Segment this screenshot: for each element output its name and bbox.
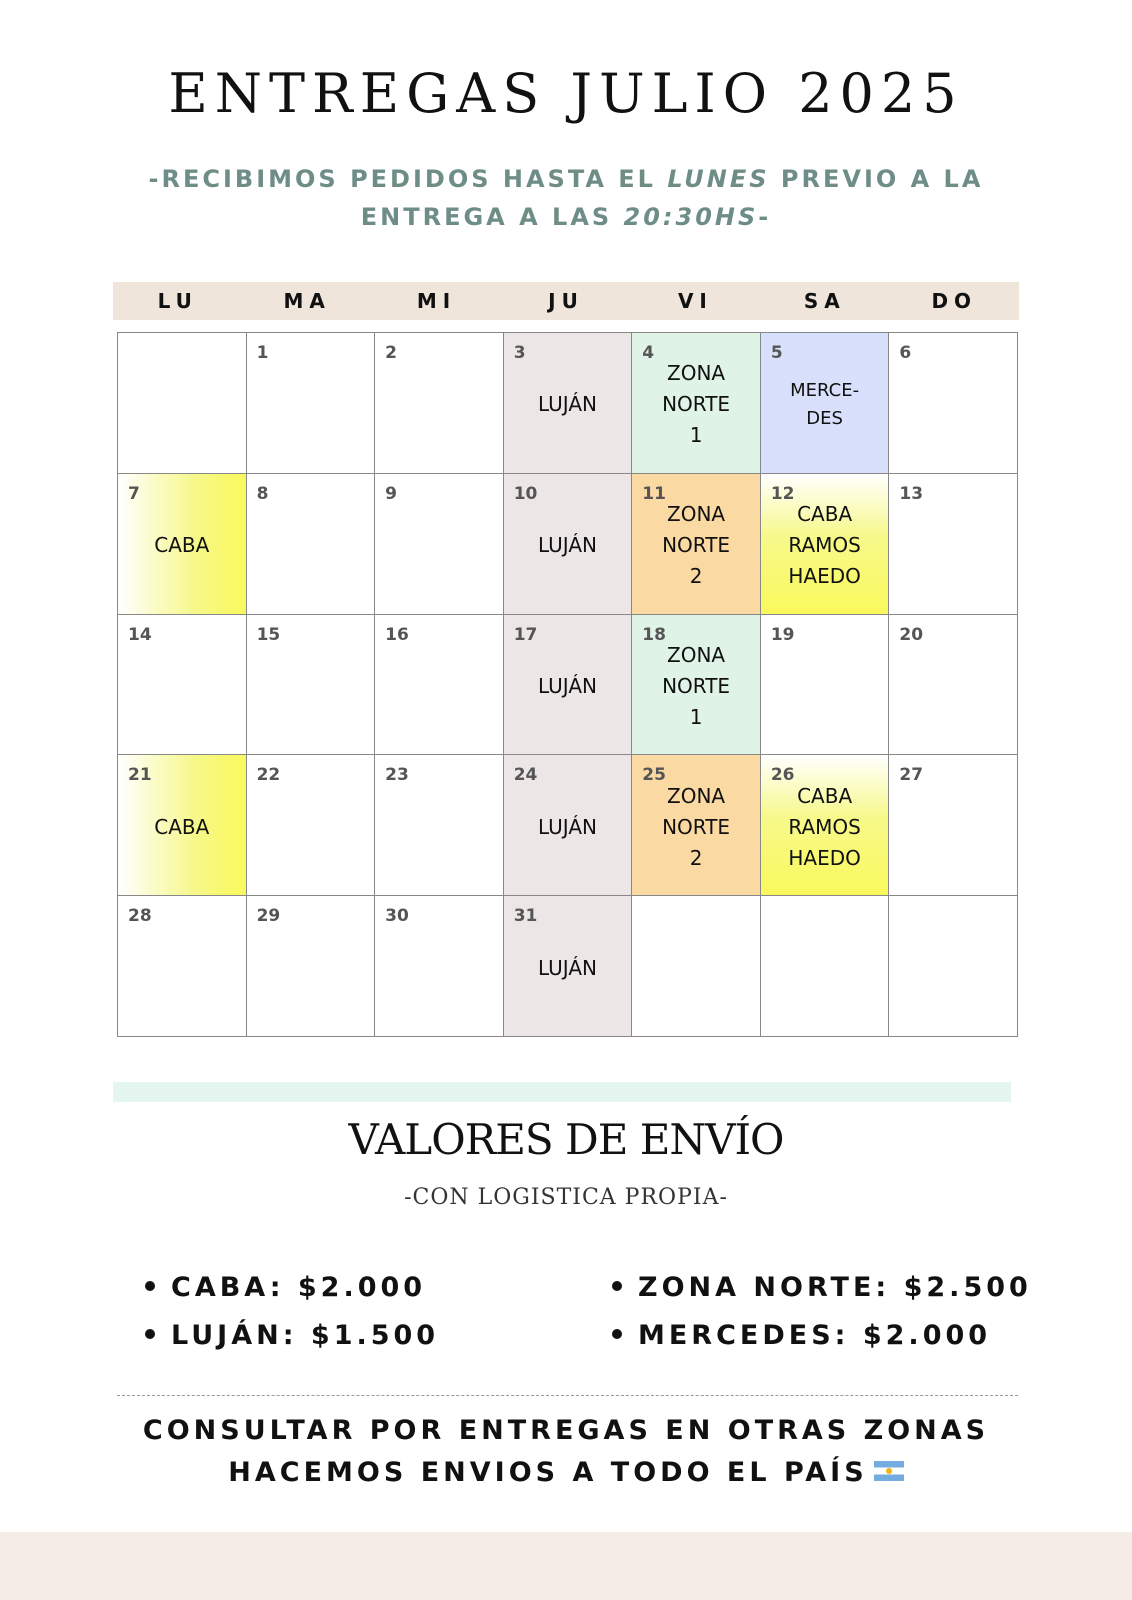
price-item xyxy=(145,1320,439,1351)
calendar-day-cell xyxy=(375,474,504,615)
calendar-day-cell xyxy=(761,474,890,615)
delivery-zone-label xyxy=(375,896,503,1036)
calendar-day-cell xyxy=(632,474,761,615)
subtitle-part2: PREVIO A LA ENTREGA A LAS xyxy=(360,165,984,231)
delivery-zone-label xyxy=(247,333,375,473)
calendar-day-cell xyxy=(889,755,1018,896)
day-number: 20 xyxy=(899,624,924,645)
calendar-day-cell xyxy=(632,755,761,896)
delivery-zone-label xyxy=(375,755,503,895)
subtitle-emphasis-time: 20:30HS xyxy=(623,203,759,231)
price-text: MERCEDES: $2.000 xyxy=(638,1320,992,1351)
day-number: 9 xyxy=(385,483,397,504)
day-number: 12 xyxy=(770,483,795,504)
day-number: 13 xyxy=(899,483,924,504)
delivery-zone-label: LUJÁN xyxy=(538,955,597,980)
delivery-zone-label: LUJÁN xyxy=(538,673,597,698)
day-number: 23 xyxy=(385,765,409,786)
day-number: 2 xyxy=(385,343,397,363)
day-number: 19 xyxy=(770,624,795,645)
price-text: ZONA NORTE: $2.500 xyxy=(638,1272,1032,1303)
delivery-zone-label xyxy=(375,474,503,614)
calendar-day-cell xyxy=(761,333,890,474)
calendar-day-cell xyxy=(632,896,761,1037)
delivery-zone-label xyxy=(118,615,246,755)
calendar-day-cell xyxy=(247,474,376,615)
price-item xyxy=(612,1272,1032,1303)
delivery-zone-label: LUJÁN xyxy=(538,533,597,558)
day-number: 25 xyxy=(642,765,666,786)
bullet-icon xyxy=(145,1329,155,1339)
day-number: 6 xyxy=(899,343,912,363)
delivery-zone-label: CABA RAMOS HAEDO xyxy=(788,783,861,870)
calendar-day-cell xyxy=(504,474,633,615)
delivery-zone-label: ZONA NORTE 2 xyxy=(662,502,731,589)
weekday-wed: MI xyxy=(416,289,457,313)
day-number: 8 xyxy=(256,483,269,504)
weekday-thu: JU xyxy=(548,289,584,313)
weekday-sun: DO xyxy=(931,289,978,313)
calendar-day-cell xyxy=(889,615,1018,756)
page-title: ENTREGAS JULIO 2025 xyxy=(168,62,964,125)
calendar-grid xyxy=(117,332,1018,1037)
day-number: 17 xyxy=(513,624,538,645)
calendar-day-cell xyxy=(247,896,376,1037)
delivery-zone-label: MERCE- DES xyxy=(790,379,860,429)
weekday-mon: LU xyxy=(157,289,198,313)
calendar-day-cell xyxy=(761,896,890,1037)
calendar-day-cell xyxy=(632,333,761,474)
calendar-day-cell xyxy=(504,896,633,1037)
delivery-zone-label xyxy=(761,615,889,755)
shipping-price-list xyxy=(0,1272,1132,1382)
order-deadline-note xyxy=(100,160,1032,236)
day-number: 18 xyxy=(642,624,666,645)
argentina-flag-icon xyxy=(874,1461,904,1481)
calendar-day-cell xyxy=(247,333,376,474)
day-number: 4 xyxy=(642,343,655,363)
day-number: 30 xyxy=(385,906,409,927)
delivery-zone-label xyxy=(375,333,503,473)
delivery-zone-label xyxy=(889,474,1017,614)
calendar-day-cell xyxy=(889,896,1018,1037)
day-number: 29 xyxy=(256,906,281,927)
day-number: 14 xyxy=(128,624,152,645)
price-text: CABA: $2.000 xyxy=(171,1272,427,1303)
bottom-band xyxy=(0,1532,1132,1600)
calendar-day-cell xyxy=(504,755,633,896)
subtitle-part3: - xyxy=(758,203,772,231)
bullet-icon xyxy=(612,1329,622,1339)
calendar-day-cell xyxy=(375,896,504,1037)
calendar-day-cell xyxy=(118,474,247,615)
day-number: 21 xyxy=(128,765,152,786)
delivery-zone-label xyxy=(247,755,375,895)
weekday-header xyxy=(113,282,1019,320)
calendar-day-cell xyxy=(375,615,504,756)
delivery-zone-label: CABA xyxy=(154,533,210,558)
delivery-zone-label xyxy=(632,896,760,1036)
calendar-day-cell xyxy=(375,755,504,896)
calendar-day-cell xyxy=(504,333,633,474)
day-number: 27 xyxy=(899,765,924,786)
subtitle-part1: -RECIBIMOS PEDIDOS HASTA EL xyxy=(148,165,668,193)
footer-line1: CONSULTAR POR ENTREGAS EN OTRAS ZONAS xyxy=(142,1415,990,1446)
delivery-zone-label xyxy=(247,615,375,755)
delivery-zone-label xyxy=(118,333,246,473)
dashed-divider xyxy=(117,1395,1018,1396)
calendar-day-cell xyxy=(632,615,761,756)
day-number: 3 xyxy=(513,343,526,363)
bullet-icon xyxy=(145,1281,155,1291)
delivery-zone-label xyxy=(761,896,889,1036)
delivery-zone-label: ZONA NORTE 1 xyxy=(662,361,731,448)
bullet-icon xyxy=(612,1281,622,1291)
day-number: 28 xyxy=(128,906,152,927)
delivery-zone-label: ZONA NORTE 2 xyxy=(662,783,731,870)
footer-line2-wrap xyxy=(0,1452,1132,1494)
delivery-zone-label xyxy=(889,333,1017,473)
day-number: 24 xyxy=(513,765,538,786)
day-number: 22 xyxy=(256,765,281,786)
day-number: 15 xyxy=(256,624,281,645)
calendar-day-cell xyxy=(504,615,633,756)
price-item xyxy=(612,1320,991,1351)
delivery-zone-label: CABA xyxy=(154,814,210,839)
calendar-day-cell xyxy=(761,755,890,896)
day-number: 26 xyxy=(770,765,795,786)
calendar-day-cell xyxy=(375,333,504,474)
subtitle-emphasis-day: LUNES xyxy=(667,165,770,193)
day-number: 10 xyxy=(513,483,538,504)
weekday-sat: SA xyxy=(803,289,846,313)
delivery-zone-label xyxy=(889,755,1017,895)
delivery-zone-label xyxy=(118,896,246,1036)
calendar-day-cell xyxy=(247,755,376,896)
calendar-day-cell xyxy=(118,896,247,1037)
day-number: 7 xyxy=(128,483,140,504)
shipping-subtitle: -CON LOGISTICA PROPIA- xyxy=(404,1185,728,1210)
delivery-zone-label: LUJÁN xyxy=(538,392,597,417)
footer-note xyxy=(0,1410,1132,1494)
day-number: 11 xyxy=(642,483,666,504)
delivery-zone-label: ZONA NORTE 1 xyxy=(662,642,731,729)
price-text: LUJÁN: $1.500 xyxy=(171,1320,440,1351)
delivery-zone-label: CABA RAMOS HAEDO xyxy=(788,502,861,589)
calendar-day-cell xyxy=(761,615,890,756)
calendar-day-cell xyxy=(247,615,376,756)
weekday-fri: VI xyxy=(677,289,713,313)
calendar-day-cell xyxy=(118,615,247,756)
section-divider-bar xyxy=(113,1082,1011,1102)
calendar-day-cell xyxy=(118,755,247,896)
day-number: 16 xyxy=(385,624,409,645)
calendar-day-cell xyxy=(889,333,1018,474)
day-number: 5 xyxy=(770,343,783,363)
weekday-tue: MA xyxy=(283,289,331,313)
delivery-zone-label xyxy=(247,474,375,614)
calendar-day-cell xyxy=(889,474,1018,615)
delivery-zone-label xyxy=(889,896,1017,1036)
price-item xyxy=(145,1272,426,1303)
footer-line2: HACEMOS ENVIOS A TODO EL PAÍS xyxy=(228,1457,868,1488)
delivery-zone-label xyxy=(375,615,503,755)
day-number: 31 xyxy=(513,906,538,927)
delivery-zone-label xyxy=(247,896,375,1036)
day-number: 1 xyxy=(256,343,269,363)
shipping-title: VALORES DE ENVÍO xyxy=(348,1115,784,1164)
delivery-zone-label: LUJÁN xyxy=(538,814,597,839)
calendar-day-cell xyxy=(118,333,247,474)
delivery-zone-label xyxy=(889,615,1017,755)
